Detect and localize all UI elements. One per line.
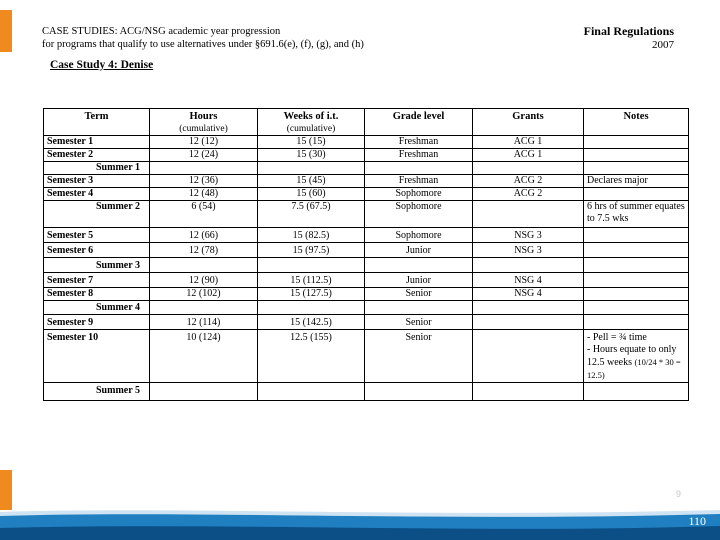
slide-number: 110 xyxy=(688,514,706,528)
cell-grade: Sophomore xyxy=(365,201,473,228)
note-hours-equate: - Hours equate to only 12.5 weeks (10/24 * 30 = 12.5) xyxy=(587,344,681,380)
note-pell: - Pell = ¾ time xyxy=(587,332,647,343)
cell-notes xyxy=(584,301,689,315)
cell-weeks: 12.5 (155) xyxy=(258,330,365,383)
cell-grade: Sophomore xyxy=(365,228,473,243)
cell-weeks: 15 (30) xyxy=(258,149,365,162)
cell-grants: NSG 3 xyxy=(473,243,584,258)
header-term: Term xyxy=(44,109,150,136)
header-grants: Grants xyxy=(473,109,584,136)
cell-term: Semester 6 xyxy=(44,243,150,258)
cell-notes xyxy=(584,162,689,175)
cell-notes-semester-10 xyxy=(584,330,689,383)
cell-notes xyxy=(584,383,689,401)
cell-notes xyxy=(584,243,689,258)
cell-hours: 12 (102) xyxy=(150,288,258,301)
cell-hours: 12 (12) xyxy=(150,136,258,149)
cell-grants: ACG 1 xyxy=(473,149,584,162)
cell-weeks: 15 (45) xyxy=(258,175,365,188)
cell-term: Semester 10 xyxy=(44,330,150,383)
cell-hours xyxy=(150,258,258,273)
cell-term: Semester 3 xyxy=(44,175,150,188)
header-notes: Notes xyxy=(584,109,689,136)
header-grade: Grade level xyxy=(365,109,473,136)
cell-weeks: 15 (82.5) xyxy=(258,228,365,243)
table-row xyxy=(44,315,689,330)
cell-grade: Freshman xyxy=(365,136,473,149)
cell-grade: Senior xyxy=(365,315,473,330)
cell-notes: 6 hrs of summer equates to 7.5 wks xyxy=(584,201,689,228)
header-line-2: for programs that qualify to use alternatives under §691.6(e), (f), (g), and (h) xyxy=(42,39,364,50)
cell-hours: 12 (66) xyxy=(150,228,258,243)
cell-hours xyxy=(150,301,258,315)
cell-grants: ACG 2 xyxy=(473,175,584,188)
progression-table xyxy=(43,108,689,401)
cell-grants xyxy=(473,383,584,401)
cell-grade xyxy=(365,258,473,273)
cell-term: Summer 3 xyxy=(44,258,150,273)
footer-wave-band xyxy=(0,508,720,540)
cell-grants: NSG 4 xyxy=(473,273,584,288)
cell-notes xyxy=(584,136,689,149)
cell-notes xyxy=(584,149,689,162)
cell-term: Semester 8 xyxy=(44,288,150,301)
cell-hours: 12 (24) xyxy=(150,149,258,162)
cell-grants: ACG 2 xyxy=(473,188,584,201)
cell-notes xyxy=(584,188,689,201)
cell-term: Semester 1 xyxy=(44,136,150,149)
table-row xyxy=(44,330,689,383)
cell-grade: Senior xyxy=(365,288,473,301)
cell-grants xyxy=(473,258,584,273)
cell-grants xyxy=(473,162,584,175)
cell-weeks: 7.5 (67.5) xyxy=(258,201,365,228)
cell-term: Semester 4 xyxy=(44,188,150,201)
cell-weeks xyxy=(258,258,365,273)
cell-grade: Junior xyxy=(365,243,473,258)
table-row xyxy=(44,162,689,175)
cell-hours: 10 (124) xyxy=(150,330,258,383)
left-accent-tab xyxy=(0,10,12,52)
case-study-title: Case Study 4: Denise xyxy=(50,59,154,71)
cell-notes xyxy=(584,288,689,301)
cell-notes xyxy=(584,315,689,330)
cell-weeks xyxy=(258,301,365,315)
header-regulations-year: 2007 xyxy=(652,39,674,51)
table-row xyxy=(44,243,689,258)
cell-hours: 12 (48) xyxy=(150,188,258,201)
cell-notes xyxy=(584,228,689,243)
header-hours: Hours (cumulative) xyxy=(150,109,258,136)
cell-term: Summer 1 xyxy=(44,162,150,175)
table-row xyxy=(44,201,689,228)
cell-notes: Declares major xyxy=(584,175,689,188)
cell-weeks: 15 (97.5) xyxy=(258,243,365,258)
cell-weeks: 15 (15) xyxy=(258,136,365,149)
cell-grants xyxy=(473,301,584,315)
table-row xyxy=(44,149,689,162)
header-regulations-title: Final Regulations xyxy=(583,24,674,38)
table-row xyxy=(44,188,689,201)
cell-grade: Sophomore xyxy=(365,188,473,201)
cell-hours: 6 (54) xyxy=(150,201,258,228)
cell-grade xyxy=(365,301,473,315)
cell-weeks: 15 (60) xyxy=(258,188,365,201)
cell-term: Semester 7 xyxy=(44,273,150,288)
page-number: 9 xyxy=(676,489,682,499)
header-line-1: CASE STUDIES: ACG/NSG academic year progression xyxy=(42,26,281,37)
note-calculation: (10/24 * 30 = 12.5) xyxy=(587,357,681,380)
table-row xyxy=(44,258,689,273)
cell-hours xyxy=(150,383,258,401)
table-row xyxy=(44,175,689,188)
cell-grade xyxy=(365,162,473,175)
cell-grants xyxy=(473,315,584,330)
cell-hours: 12 (114) xyxy=(150,315,258,330)
table-row xyxy=(44,288,689,301)
cell-term: Semester 9 xyxy=(44,315,150,330)
table-header-row xyxy=(44,109,689,136)
cell-weeks xyxy=(258,162,365,175)
cell-grade: Junior xyxy=(365,273,473,288)
left-accent-tab-bottom xyxy=(0,470,12,510)
cell-term: Semester 2 xyxy=(44,149,150,162)
header-weeks: Weeks of i.t. (cumulative) xyxy=(258,109,365,136)
cell-grants: ACG 1 xyxy=(473,136,584,149)
cell-term: Summer 4 xyxy=(44,301,150,315)
cell-notes xyxy=(584,273,689,288)
cell-weeks xyxy=(258,383,365,401)
cell-weeks: 15 (142.5) xyxy=(258,315,365,330)
cell-grants xyxy=(473,330,584,383)
cell-weeks: 15 (112.5) xyxy=(258,273,365,288)
cell-grants: NSG 3 xyxy=(473,228,584,243)
table-row xyxy=(44,301,689,315)
cell-grade: Freshman xyxy=(365,149,473,162)
cell-hours: 12 (78) xyxy=(150,243,258,258)
cell-grants xyxy=(473,201,584,228)
table-row xyxy=(44,383,689,401)
cell-grants: NSG 4 xyxy=(473,288,584,301)
header-left xyxy=(42,25,364,51)
cell-term: Summer 2 xyxy=(44,201,150,228)
cell-grade: Senior xyxy=(365,330,473,383)
cell-hours: 12 (90) xyxy=(150,273,258,288)
table-row xyxy=(44,136,689,149)
cell-term: Summer 5 xyxy=(44,383,150,401)
cell-grade xyxy=(365,383,473,401)
cell-weeks: 15 (127.5) xyxy=(258,288,365,301)
cell-term: Semester 5 xyxy=(44,228,150,243)
table-row xyxy=(44,228,689,243)
cell-hours: 12 (36) xyxy=(150,175,258,188)
cell-notes xyxy=(584,258,689,273)
cell-grade: Freshman xyxy=(365,175,473,188)
table-row xyxy=(44,273,689,288)
header-right xyxy=(584,24,674,52)
cell-hours xyxy=(150,162,258,175)
